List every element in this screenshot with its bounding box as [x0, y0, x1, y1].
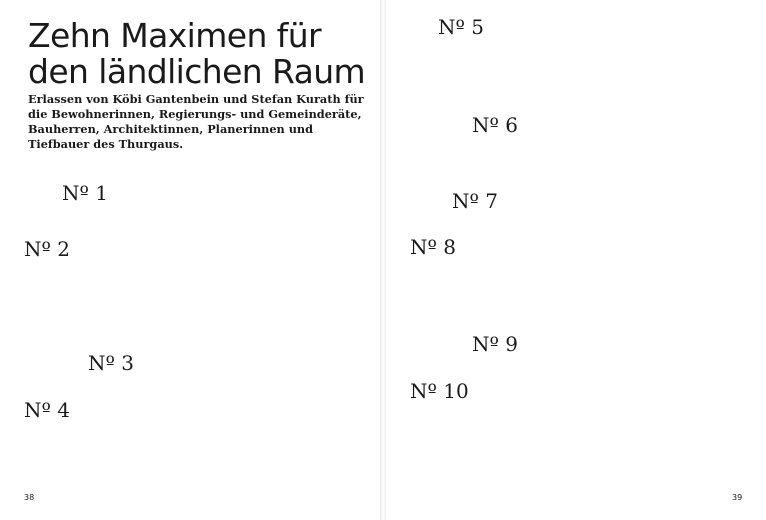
- left-page: [0, 0, 380, 520]
- maxim-number-9: Nº 9: [472, 332, 518, 356]
- maxim-number-2: Nº 2: [24, 237, 70, 261]
- maxim-number-4: Nº 4: [24, 398, 70, 422]
- subtitle: Erlassen von Köbi Gantenbein und Stefan Kurath für die Bewohnerinnen, Regierungs- und Gemeinderäte, Bauherren, Architektinnen, Planerinnen und Tiefbauer des Thurgaus.: [28, 92, 364, 151]
- maxim-number-1: Nº 1: [62, 181, 108, 205]
- maxim-number-10: Nº 10: [410, 379, 469, 403]
- headline-line-2: den ländlichen Raum: [28, 52, 366, 91]
- page-title: [28, 18, 378, 90]
- maxim-number-5: Nº 5: [438, 15, 484, 39]
- page-number-left: 38: [24, 493, 35, 502]
- maxim-number-8: Nº 8: [410, 235, 456, 259]
- page-number-right: 39: [732, 493, 743, 502]
- right-page: [386, 0, 766, 520]
- maxim-number-6: Nº 6: [472, 113, 518, 137]
- maxim-number-7: Nº 7: [452, 189, 498, 213]
- maxim-number-3: Nº 3: [88, 351, 134, 375]
- headline-line-1: Zehn Maximen für: [28, 16, 321, 55]
